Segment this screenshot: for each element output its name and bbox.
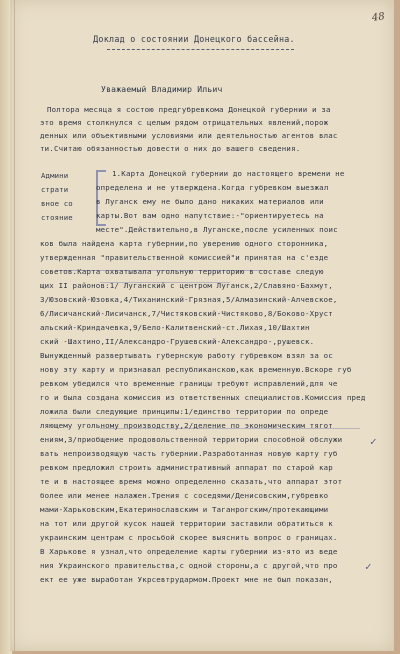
margin-note: страти <box>41 185 69 194</box>
text-line: нову эту карту и признавал республиканскою,как временную.Вскоре губ <box>40 365 352 374</box>
text-line: 1.Карта Донецкой губернии до настоящего времени не <box>112 169 345 178</box>
salutation: Уважаемый Владимир Ильич <box>101 85 223 94</box>
text-line: в Луганск ему не было дано никаких материалов или <box>96 197 324 206</box>
text-line: ложила были следующие принципы:1/единство территории по опреде <box>40 407 329 416</box>
text-line: более или менее налажен.Трения с соседями/Денисовским,губревко <box>40 491 329 500</box>
text-line: В Харькове я узнал,что определение карты губернии из-ято из веде <box>40 547 338 556</box>
text-line: ков была найдена карта губернии,по уверению одного сторонника, <box>40 239 329 248</box>
text-line: мами-Харьковским,Екатеринославским и Таганрогским/протекающими <box>40 505 329 514</box>
page-fold <box>14 0 15 651</box>
text-line: ревком предложил строить административный аппарат по старой кар <box>40 463 333 472</box>
text-line: ский -Шахтино,II/Александро-Грушевский-Александро-,рушевск. <box>40 337 315 346</box>
text-line: Полтора месяца я состою предгубревкома Донецкой губернии и за <box>47 105 331 114</box>
pencil-checkmark: ✓ <box>370 435 377 448</box>
margin-note: Админи <box>41 171 69 180</box>
text-line: ния Украинского правительства,с одной стороны,а с другой,что про <box>40 561 338 570</box>
text-line: украинским центрам с просьбой скорее выяснить вопрос о границах. <box>40 533 338 542</box>
page-number: 48 <box>371 11 386 24</box>
text-line: ревком убедился что временные границы требуют исправлений,для че <box>40 379 338 388</box>
text-line: ект ее уже выработан Укрсевтрудармом.Проект мне не был показан, <box>40 575 333 584</box>
text-line: месте".Действительно,в Луганске,после усиленных поис <box>96 225 338 234</box>
text-line: ляющему угольному производству,2/деление по экономическим тягот <box>40 421 333 430</box>
text-line: Вынужденный развертывать губернскую работу губревком взял за ос <box>40 351 333 360</box>
text-line: те и в настоящее время можно определенно сказать,что аппарат этот <box>40 477 343 486</box>
text-line: 3/Юзовский-Юзовка,4/Тиханинский-Грязная,5/Алмазинский-Алчевское, <box>40 295 338 304</box>
text-line: карты.Вот вам одно напутствие:-"ориентируетесь на <box>96 211 324 220</box>
text-line: денных или объективными условиями или деятельностью агентов влас <box>40 131 338 140</box>
document-title: Доклад о состоянии Донецкого бассейна. <box>93 35 295 45</box>
pencil-checkmark: ✓ <box>365 560 372 573</box>
text-line: 6/Лисичанский-Лисичанск,7/Чистяковский-Чистяково,8/Боково-Хруст <box>40 309 333 318</box>
text-line: советов.Карта охватывала угольную территорию в составе следую <box>40 267 324 276</box>
title-underline <box>107 49 294 50</box>
text-line: ениям,3/приобщение продовольственной территории способной обслужи <box>40 435 343 444</box>
text-line: на тот или другой кусок нашей территории заставили обратиться к <box>40 519 333 528</box>
text-line: ти.Считаю обязанностью довести о них до вашего сведения. <box>40 144 301 153</box>
text-line: щих II районов:1/ Луганский с центром Луганск,2/Славяно-Бахмут, <box>40 281 333 290</box>
margin-note: вное со <box>41 199 73 208</box>
text-line: утвержденная "правительственной комиссией"и принятая на с'езде <box>40 253 329 262</box>
text-line: альский-Криндачевка,9/Бело-Калитвенский-ст.Лихая,10/Шахтин <box>40 323 310 332</box>
text-line: го и была создана комиссия из ответственных специалистов.Комиссия пред <box>40 393 366 402</box>
text-line: это время столкнулся с целым рядом отрицательных явлений,порож <box>40 118 329 127</box>
text-line: вать непроизводящую часть губернии.Разработанная новую карту губ <box>40 449 338 458</box>
margin-note: стояние <box>41 213 73 222</box>
pencil-underline <box>50 418 248 419</box>
text-line: определена и не утверждена.Когда губревком выезжал <box>96 183 329 192</box>
